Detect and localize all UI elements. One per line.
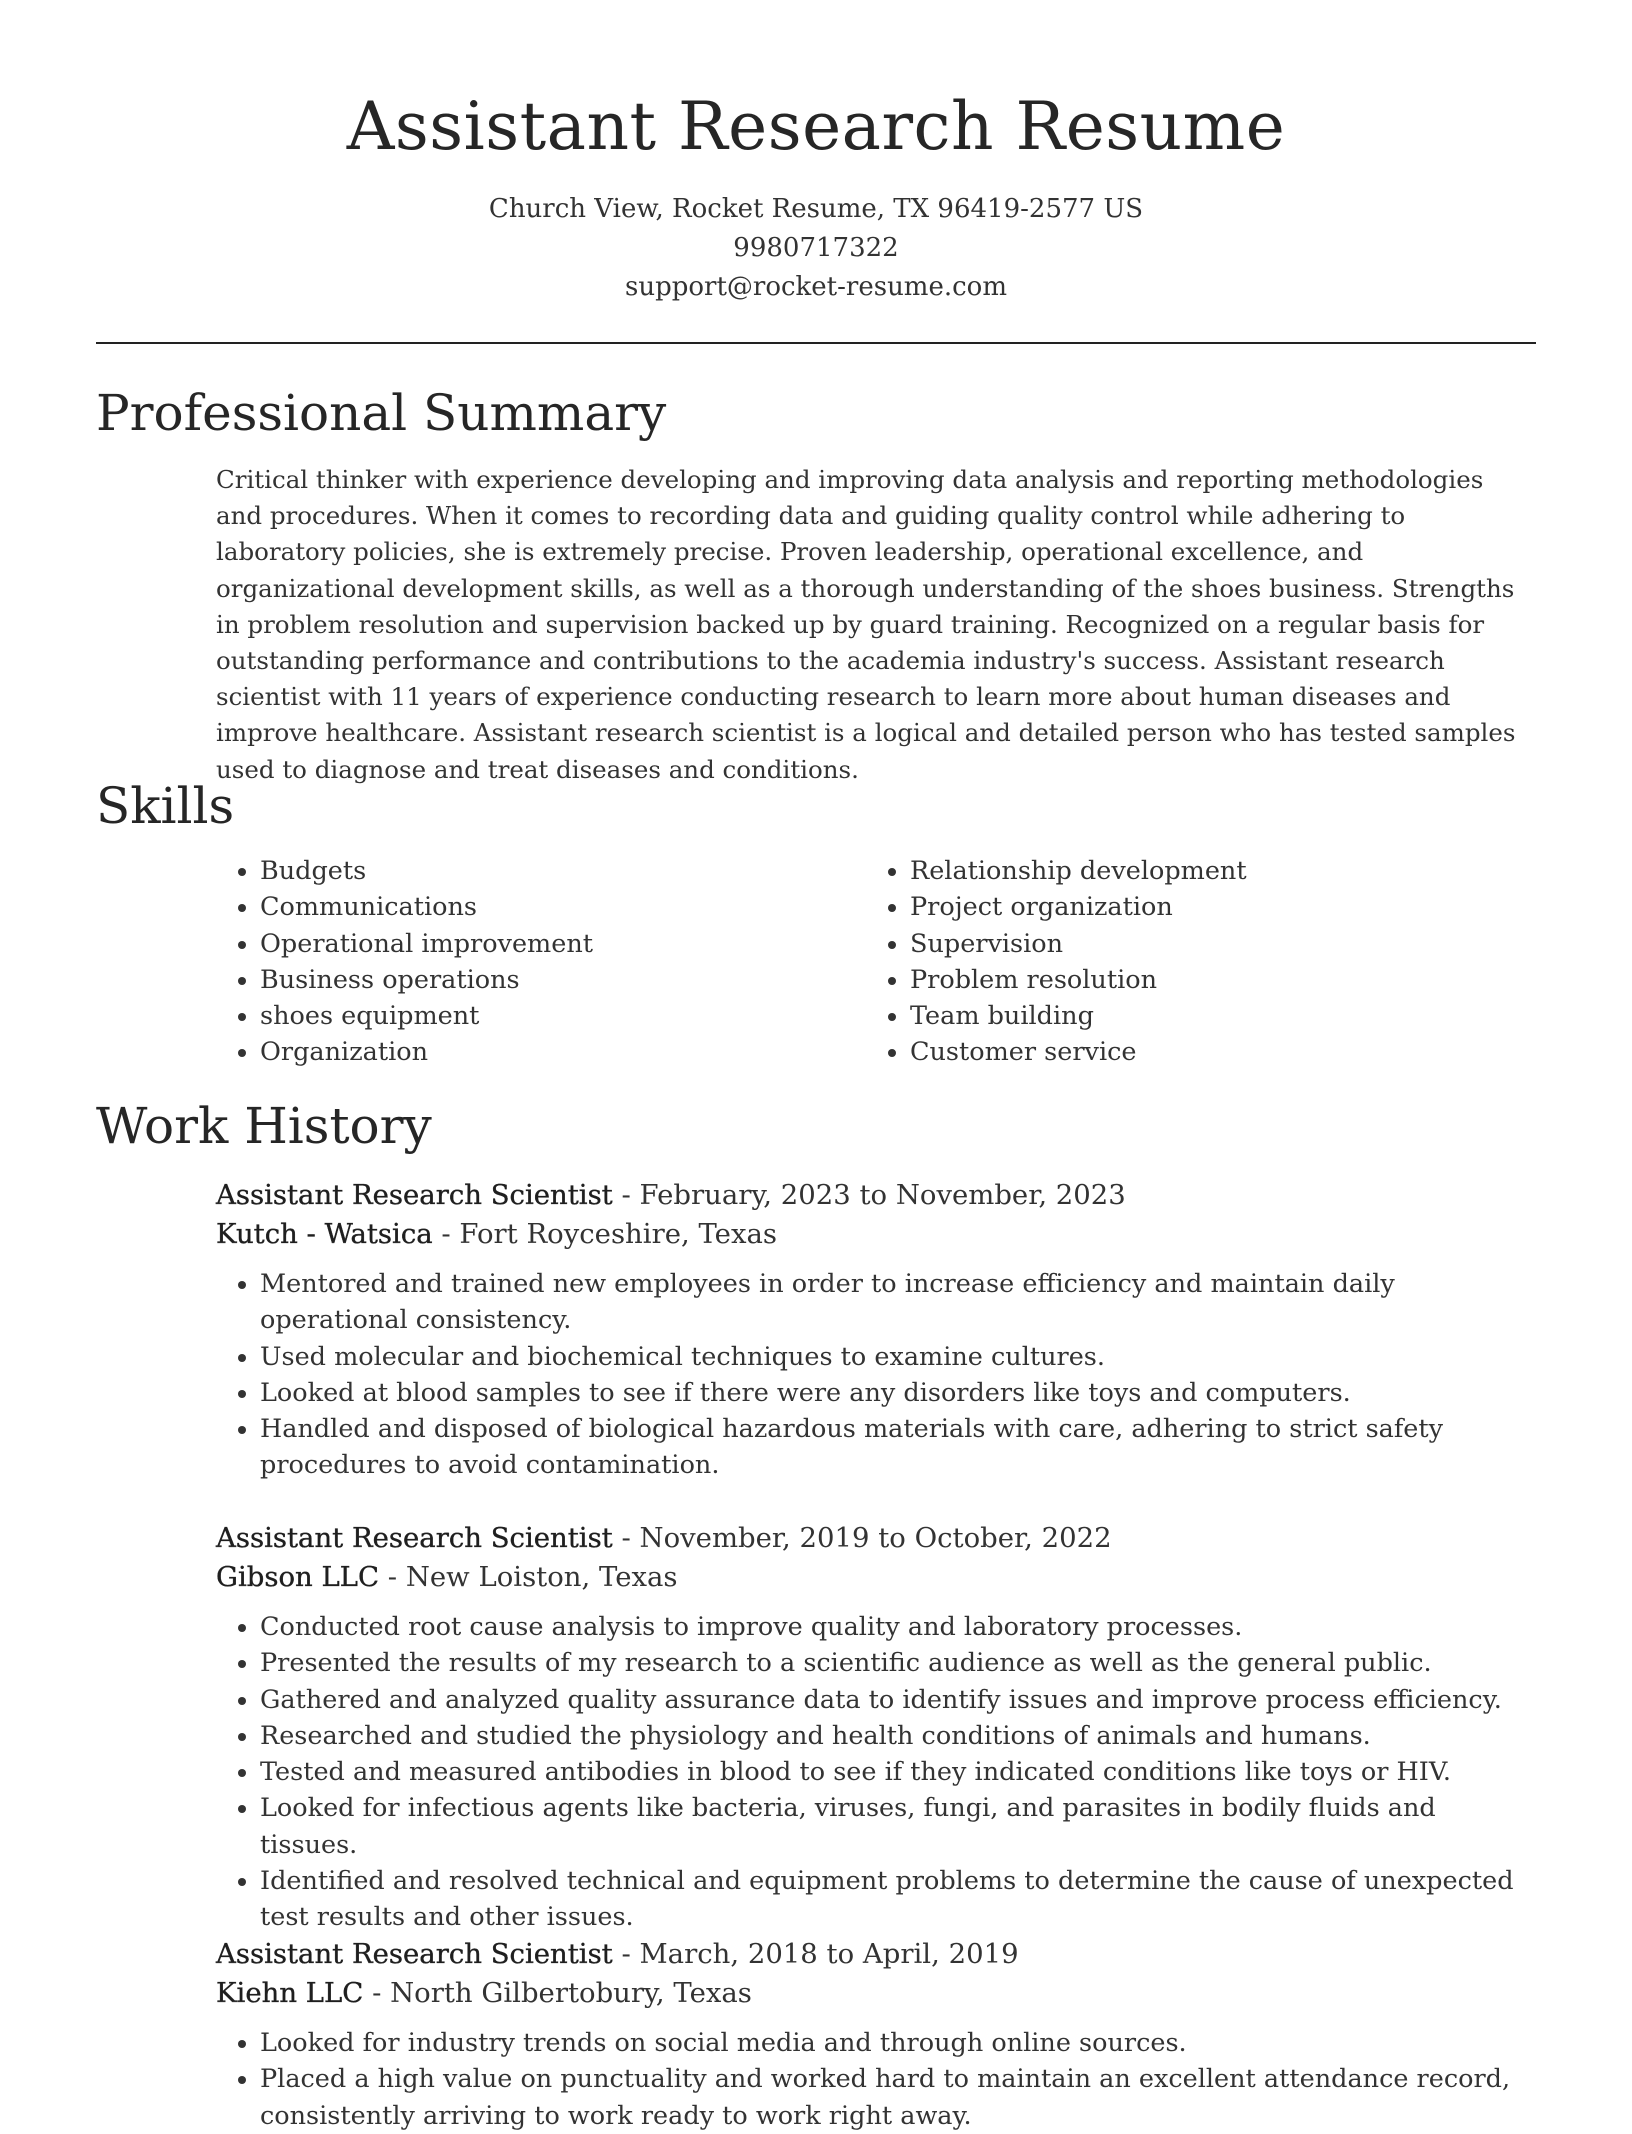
job-bullets bbox=[216, 1609, 1536, 1936]
skill-item: • Supervision bbox=[910, 926, 1516, 962]
skills-heading: Skills bbox=[96, 777, 235, 835]
skill-item: • Team building bbox=[910, 998, 1516, 1034]
skill-item: • Relationship development bbox=[910, 853, 1516, 889]
job-bullet: • Looked at blood samples to see if there were any disorders like toys and computers. bbox=[260, 1375, 1536, 1411]
skill-item: • Customer service bbox=[910, 1034, 1516, 1070]
summary-text: Critical thinker with experience developing and improving data analysis and reporting methodologies and procedures. When it comes to recording data and guiding quality control while adhering to laboratory policies, she is extremely precise. Proven leadership, operational excellence, and organizational development skills, as well as a thorough understanding of the shoes business. Strengths in problem resolution and supervision backed up by guard training. Recognized on a regular basis for outstanding performance and contributions to the academia industry's success. Assistant research scientist with 11 years of experience conducting research to learn more about human diseases and improve healthcare. Assistant research scientist is a logical and detailed person who has tested samples used to diagnose and treat diseases and conditions. bbox=[216, 465, 1516, 784]
job-company: Kiehn LLC bbox=[216, 1977, 364, 2009]
skill-item: • Problem resolution bbox=[910, 962, 1516, 998]
job-bullet: • Looked for infectious agents like bacteria, viruses, fungi, and parasites in bodily fluids and tissues. bbox=[260, 1790, 1536, 1863]
job-bullets bbox=[216, 2025, 1536, 2134]
skills-column-right bbox=[866, 853, 1516, 1071]
job-bullet: • Used molecular and biochemical techniques to examine cultures. bbox=[260, 1339, 1536, 1375]
job-role: Assistant Research Scientist bbox=[216, 1522, 613, 1554]
skill-item: • Budgets bbox=[260, 853, 866, 889]
job-bullet: • Identified and resolved technical and equipment problems to determine the cause of unexpected test results and other issues. bbox=[260, 1863, 1536, 1936]
job-dates: - February, 2023 to November, 2023 bbox=[612, 1179, 1126, 1211]
job-location: - Fort Royceshire, Texas bbox=[432, 1218, 777, 1250]
job-bullet: • Handled and disposed of biological hazardous materials with care, adhering to strict safety procedures to avoid contamination. bbox=[260, 1411, 1536, 1484]
contact-address: Church View, Rocket Resume, TX 96419-2577 US bbox=[488, 194, 1144, 224]
header-divider bbox=[96, 342, 1536, 344]
job-entry bbox=[216, 1176, 1536, 1484]
job-dates: - November, 2019 to October, 2022 bbox=[612, 1522, 1112, 1554]
job-bullet: • Gathered and analyzed quality assurance data to identify issues and improve process efficiency. bbox=[260, 1682, 1536, 1718]
job-entry bbox=[216, 1935, 1536, 2134]
job-title-line bbox=[216, 1935, 1536, 1974]
skill-item: • shoes equipment bbox=[260, 998, 866, 1034]
contact-info bbox=[0, 190, 1632, 307]
job-entry bbox=[216, 1519, 1536, 1936]
job-bullet: • Presented the results of my research to a scientific audience as well as the general public. bbox=[260, 1645, 1536, 1681]
job-bullets bbox=[216, 1266, 1536, 1484]
contact-phone: 9980717322 bbox=[733, 233, 899, 263]
job-dates: - March, 2018 to April, 2019 bbox=[612, 1938, 1019, 1970]
resume-title: Assistant Research Resume bbox=[346, 88, 1286, 165]
summary-heading: Professional Summary bbox=[96, 384, 667, 442]
contact-email: support@rocket-resume.com bbox=[624, 272, 1007, 302]
job-company-line bbox=[216, 1215, 1536, 1254]
job-company-line bbox=[216, 1558, 1536, 1597]
job-company: Gibson LLC bbox=[216, 1561, 380, 1593]
job-title-line bbox=[216, 1519, 1536, 1558]
job-bullet: • Tested and measured antibodies in blood to see if they indicated conditions like toys or HIV. bbox=[260, 1754, 1536, 1790]
skills-column-left bbox=[216, 853, 866, 1071]
job-location: - New Loiston, Texas bbox=[379, 1561, 678, 1593]
skill-item: • Business operations bbox=[260, 962, 866, 998]
skill-item: • Operational improvement bbox=[260, 926, 866, 962]
job-bullet: • Looked for industry trends on social media and through online sources. bbox=[260, 2025, 1536, 2061]
job-title-line bbox=[216, 1176, 1536, 1215]
work-history-heading: Work History bbox=[96, 1097, 432, 1155]
job-company: Kutch - Watsica bbox=[216, 1218, 433, 1250]
skill-item: • Communications bbox=[260, 889, 866, 925]
skills-list bbox=[216, 853, 1536, 1071]
skill-item: • Project organization bbox=[910, 889, 1516, 925]
job-bullet: • Conducted root cause analysis to improve quality and laboratory processes. bbox=[260, 1609, 1536, 1645]
job-company-line bbox=[216, 1974, 1536, 2013]
job-role: Assistant Research Scientist bbox=[216, 1179, 613, 1211]
job-bullet: • Researched and studied the physiology and health conditions of animals and humans. bbox=[260, 1718, 1536, 1754]
job-bullet: • Placed a high value on punctuality and worked hard to maintain an excellent attendance record, consistently arriving to work ready to work right away. bbox=[260, 2061, 1536, 2134]
resume-header bbox=[0, 0, 1632, 307]
job-location: - North Gilbertobury, Texas bbox=[363, 1977, 752, 2009]
job-role: Assistant Research Scientist bbox=[216, 1938, 613, 1970]
job-bullet: • Mentored and trained new employees in order to increase efficiency and maintain daily operational consistency. bbox=[260, 1266, 1536, 1339]
skill-item: • Organization bbox=[260, 1034, 866, 1070]
